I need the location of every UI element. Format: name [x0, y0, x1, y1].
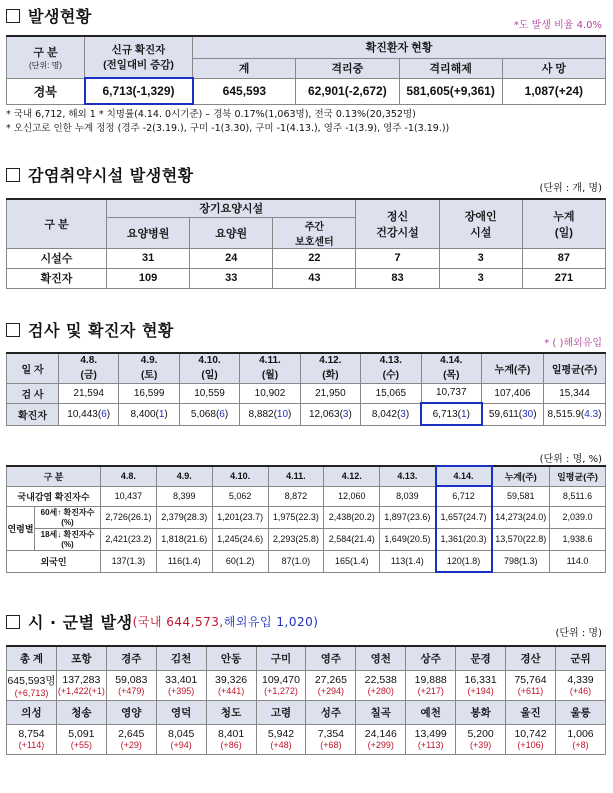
city-name: 문경: [456, 646, 506, 670]
cell: 33: [190, 268, 273, 288]
city-diff: (+611): [517, 686, 544, 696]
tests-cell: 107,406: [482, 383, 544, 403]
tests-cell: 21,594: [59, 383, 119, 403]
date-col-0: 4.8.: [101, 466, 157, 486]
domestic-label: 국내감염 확진자수: [7, 486, 101, 506]
r4-cell: 113(1.4): [380, 550, 436, 572]
city-total: 16,331: [464, 674, 497, 686]
r3-cell: 1,649(20.5): [380, 528, 436, 550]
occurrence-table: [6, 35, 606, 105]
unit-note: (단위 : 개, 명): [539, 183, 602, 194]
domestic-total: (국내 644,573,: [132, 615, 224, 629]
city-name: 의성: [7, 700, 57, 724]
city-name: 영천: [356, 646, 406, 670]
nursing-hospital-header: 요양병원: [107, 217, 190, 248]
date-label: 4.8.: [80, 355, 98, 367]
r1-cell: 10,437: [101, 486, 157, 506]
deaths-value: 1,087(+24): [502, 78, 605, 104]
r1-cell: 8,039: [380, 486, 436, 506]
r4-cell: 120(1.8): [436, 550, 492, 572]
isolated-value: 62,901(-2,672): [296, 78, 399, 104]
city-cell: [206, 724, 256, 754]
date-col-4: 4.12.: [324, 466, 380, 486]
confirmed-value: 6,713: [432, 408, 458, 420]
overseas-value: 3: [400, 408, 406, 420]
confirmed-value: 10,443: [67, 408, 98, 420]
average-header: 일평균(주): [550, 466, 606, 486]
city-diff: (+106): [517, 740, 544, 750]
city-diff: (+46): [569, 686, 592, 696]
city-name: 청송: [56, 700, 106, 724]
ratio-note: *도 발생 비율 4.0%: [513, 20, 602, 31]
city-diff: (+68): [320, 740, 342, 750]
city-diff: (+48): [270, 740, 292, 750]
gubun-header: 구 분: [7, 466, 101, 486]
col-released: 격리해제: [399, 58, 502, 78]
city-diff: (+441): [217, 686, 245, 696]
r4-cell: 87(1.0): [268, 550, 324, 572]
city-name: 영양: [106, 700, 156, 724]
section-occurrence: [6, 4, 606, 135]
average-header: 일평균(주): [544, 353, 606, 383]
city-name: 울릉: [555, 700, 605, 724]
city-cell: [156, 724, 206, 754]
date-col-3: 4.11.: [268, 466, 324, 486]
confirmed-value: 59,611: [488, 408, 519, 420]
confirmed-cell: 8,042(3): [361, 403, 421, 425]
date-col-3: [240, 353, 300, 383]
confirmed-value: 12,063: [308, 408, 340, 420]
city-diff: (+114): [18, 740, 45, 750]
city-table: [6, 645, 606, 755]
r1-cell: 8,399: [156, 486, 212, 506]
r2-cell: 2,039.0: [550, 506, 606, 528]
city-name: 상주: [406, 646, 456, 670]
date-col-5: 4.13.: [380, 466, 436, 486]
cumulative-header: 누계(주): [482, 353, 544, 383]
weekday-label: (일): [201, 370, 218, 382]
total-value: 645,593: [193, 78, 296, 104]
tests-cell: 10,737: [421, 383, 481, 403]
nursing-home-header: 요양원: [190, 217, 273, 248]
cell: 22: [273, 248, 356, 268]
city-total: 19,888: [414, 674, 447, 686]
tests-cell: 10,902: [240, 383, 300, 403]
unit-note: (단위 : 명, %): [539, 454, 602, 465]
city-total: 75,764: [514, 674, 547, 686]
city-name: 안동: [206, 646, 256, 670]
city-name: 예천: [406, 700, 456, 724]
section-title: 감염취약시설 발생현황: [6, 163, 606, 186]
col-deaths: 사 망: [502, 58, 605, 78]
r4-cell: 798(1.3): [492, 550, 550, 572]
city-total: 22,538: [364, 674, 397, 686]
weekday-label: (토): [140, 370, 158, 382]
city-total: 27,265: [314, 674, 347, 686]
city-name: 경산: [506, 646, 556, 670]
gubun-header: 구 분: [7, 199, 107, 248]
tests-label: 검 사: [7, 383, 59, 403]
city-total: 8,754: [18, 728, 45, 740]
city-total: 645,593명: [7, 674, 56, 687]
r2-cell: 2,438(20.2): [324, 506, 380, 528]
mental-health-header: 정신 건강시설: [356, 199, 439, 248]
facilities-table: [6, 198, 606, 289]
overseas-value: 4.3: [584, 408, 599, 420]
r1-cell: 8,872: [268, 486, 324, 506]
cumulative-header: 누계(주): [492, 466, 550, 486]
cell: 7: [356, 248, 439, 268]
r1-cell: 6,712: [436, 486, 492, 506]
city-cell: [306, 670, 356, 700]
date-col-6: 4.14.: [436, 466, 492, 486]
city-name: 청도: [206, 700, 256, 724]
city-diff: (+299): [367, 740, 394, 750]
r3-cell: 2,584(21.4): [324, 528, 380, 550]
cell: 271: [522, 268, 605, 288]
city-cell: [456, 724, 506, 754]
city-diff: (+113): [417, 740, 444, 750]
r2-cell: 14,273(24.0): [492, 506, 550, 528]
city-cell: [7, 670, 57, 700]
city-total: 13,499: [414, 728, 447, 740]
weekday-label: (목): [443, 370, 460, 382]
date-col-1: [119, 353, 179, 383]
city-total: 4,339: [567, 674, 594, 686]
city-diff: (+395): [168, 686, 195, 696]
cell: 83: [356, 268, 439, 288]
overseas-value: 6: [219, 408, 225, 420]
cell: 3: [439, 248, 522, 268]
city-diff: (+29): [120, 740, 142, 750]
r4-cell: 114.0: [550, 550, 606, 572]
square-icon: [6, 615, 20, 629]
confirmed-value: 8,400: [130, 408, 156, 420]
city-total: 1,006: [567, 728, 594, 740]
city-cell: [56, 670, 106, 700]
city-cell: [106, 670, 156, 700]
section-title: 발생현황: [6, 4, 606, 27]
long-term-care-header: 장기요양시설: [107, 199, 356, 217]
tests-cell: 15,065: [361, 383, 421, 403]
r4-cell: 116(1.4): [156, 550, 212, 572]
date-label: 4.11.: [259, 355, 281, 367]
date-col-5: [361, 353, 421, 383]
city-diff: (+39): [469, 740, 492, 750]
city-diff: (+94): [170, 740, 192, 750]
city-name: 총 계: [7, 646, 57, 670]
age-group-label: 연령별: [7, 506, 35, 550]
city-diff: (+194): [467, 686, 494, 696]
city-cell: [356, 670, 406, 700]
city-diff: (+8): [572, 740, 589, 750]
weekday-label: (금): [80, 370, 97, 382]
confirmed-cell: 12,063(3): [300, 403, 360, 425]
confirmed-cell: 59,611(30): [482, 403, 544, 425]
r3-cell: 1,818(21.6): [156, 528, 212, 550]
section-tests-confirmed: [6, 318, 606, 426]
row-label: 시설수: [7, 248, 107, 268]
city-name: 군위: [555, 646, 605, 670]
city-total: 10,742: [514, 728, 547, 740]
r4-cell: 137(1.3): [101, 550, 157, 572]
confirmed-cell: 5,068(6): [179, 403, 239, 425]
date-label: 4.14.: [440, 355, 463, 367]
city-cell: [555, 724, 605, 754]
tests-cell: 15,344: [544, 383, 606, 403]
date-col-4: [300, 353, 360, 383]
status-header: 확진환자 현황: [193, 36, 606, 58]
col-isolated: 격리중: [296, 58, 399, 78]
date-header: 일 자: [7, 353, 59, 383]
overseas-note: * ( )해외유입: [544, 338, 602, 349]
confirmed-value: 8,042: [371, 408, 397, 420]
city-name: 김천: [156, 646, 206, 670]
city-total: 5,200: [467, 728, 494, 740]
overseas-value: 3: [342, 408, 349, 420]
r1-cell: 12,060: [324, 486, 380, 506]
row-label: 경북: [7, 78, 85, 104]
city-cell: [506, 670, 556, 700]
r3-cell: 1,245(24.6): [212, 528, 268, 550]
overseas-total: 해외유입 1,020): [223, 615, 319, 629]
city-diff: (+86): [220, 740, 242, 750]
r2-cell: 1,201(23.7): [212, 506, 268, 528]
city-total: 39,326: [215, 674, 248, 686]
square-icon: [6, 323, 20, 337]
date-label: 4.13.: [379, 355, 402, 367]
cell: 43: [273, 268, 356, 288]
weekday-label: (화): [322, 370, 339, 382]
city-cell: [7, 724, 57, 754]
new-cases-value: 6,713(-1,329): [85, 78, 193, 104]
city-total: 8,045: [168, 728, 195, 740]
overseas-value: 1: [158, 408, 165, 420]
section-title: 검사 및 확진자 현황: [6, 318, 606, 341]
released-value: 581,605(+9,361): [399, 78, 502, 104]
city-name: 영덕: [156, 700, 206, 724]
age-table: [6, 465, 606, 573]
city-name: 봉화: [456, 700, 506, 724]
foreigner-label: 외국인: [7, 550, 101, 572]
city-diff: (+294): [317, 686, 345, 696]
city-name: 고령: [256, 700, 306, 724]
section-city-county: [6, 610, 606, 755]
over60-label: 60세↑ 확진자수(%): [35, 506, 101, 528]
r2-cell: 2,726(26.1): [101, 506, 157, 528]
r1-cell: 8,511.6: [550, 486, 606, 506]
r2-cell: 1,975(22.3): [268, 506, 324, 528]
city-total: 24,146: [364, 728, 397, 740]
gubun-header: 구 분 (단위: 명): [7, 36, 85, 78]
date-col-6: [421, 353, 481, 383]
footnote-2: * 오신고로 인한 누계 정정 (경주 -2(3.19.), 구미 -1(3.30), 구미 -1(4.13.), 영주 -1(3.9), 영주 -1(3.19.)): [6, 123, 450, 134]
tests-cell: 10,559: [179, 383, 239, 403]
cell: 31: [107, 248, 190, 268]
city-cell: [406, 724, 456, 754]
city-diff: (+217): [417, 686, 444, 696]
city-cell: [306, 724, 356, 754]
city-cell: [506, 724, 556, 754]
tests-cell: 21,950: [300, 383, 360, 403]
city-total: 59,083: [115, 674, 148, 686]
section-title: 시 · 군별 발생 (국내 644,573, 해외유입 1,020): [6, 610, 606, 633]
city-cell: [156, 670, 206, 700]
city-diff: (+1,272): [264, 686, 298, 696]
date-label: 4.10.: [198, 355, 221, 367]
date-col-2: [179, 353, 239, 383]
city-cell: [256, 670, 306, 700]
confirmed-cell: 10,443(6): [59, 403, 119, 425]
city-name: 영주: [306, 646, 356, 670]
city-cell: [456, 670, 506, 700]
city-total: 7,354: [317, 728, 345, 740]
weekday-label: (수): [382, 370, 399, 382]
city-cell: [106, 724, 156, 754]
tests-table: [6, 352, 606, 426]
overseas-value: 1: [461, 408, 467, 420]
city-cell: [555, 670, 605, 700]
date-col-1: 4.9.: [156, 466, 212, 486]
r2-cell: 1,897(23.6): [380, 506, 436, 528]
date-col-0: [59, 353, 119, 383]
new-cases-header: 신규 확진자 (전일대비 증감): [85, 36, 193, 78]
date-label: 4.9.: [140, 355, 158, 367]
under18-label: 18세↓ 확진자수(%): [35, 528, 101, 550]
confirmed-value: 8,515.9: [547, 408, 581, 420]
confirmed-cell: 6,713(1): [421, 403, 481, 425]
confirmed-cell: 8,400(1): [119, 403, 179, 425]
col-total: 계: [193, 58, 296, 78]
section-age-breakdown: [6, 450, 606, 573]
overseas-value: 10: [276, 408, 289, 420]
r3-cell: 1,361(20.3): [436, 528, 492, 550]
square-icon: [6, 168, 20, 182]
r3-cell: 1,938.6: [550, 528, 606, 550]
confirmed-value: 8,882: [248, 408, 274, 420]
city-total: 8,401: [217, 728, 245, 740]
confirmed-cell: 8,882(10): [240, 403, 300, 425]
tests-cell: 16,599: [119, 383, 179, 403]
footnote-1: * 국내 6,712, 해외 1 * 치명률(4.14. 0시기준) – 경북 0.17%(1,063명), 전국 0.13%(20,352명): [6, 109, 416, 120]
disabled-facility-header: 장애인 시설: [439, 199, 522, 248]
city-cell: [206, 670, 256, 700]
city-cell: [56, 724, 106, 754]
cell: 24: [190, 248, 273, 268]
cell: 87: [522, 248, 605, 268]
section-vulnerable-facilities: [6, 163, 606, 289]
city-cell: [256, 724, 306, 754]
city-diff: (+55): [70, 740, 92, 750]
city-total: 33,401: [165, 674, 198, 686]
overseas-value: 30: [522, 408, 534, 420]
r3-cell: 2,293(25.8): [268, 528, 324, 550]
r3-cell: 2,421(23.2): [101, 528, 157, 550]
city-name: 울진: [506, 700, 556, 724]
day-care-header: 주간 보호센터: [273, 217, 356, 248]
city-total: 5,091: [68, 728, 95, 740]
cell: 109: [107, 268, 190, 288]
unit-note: (단위 : 명): [555, 628, 602, 639]
cumulative-header: 누계 (일): [522, 199, 605, 248]
city-name: 경주: [106, 646, 156, 670]
city-cell: [356, 724, 406, 754]
cell: 3: [439, 268, 522, 288]
r2-cell: 2,379(28.3): [156, 506, 212, 528]
r4-cell: 60(1.2): [212, 550, 268, 572]
r3-cell: 13,570(22.8): [492, 528, 550, 550]
r2-cell: 1,657(24.7): [436, 506, 492, 528]
confirmed-label: 확진자: [7, 403, 59, 425]
r1-cell: 5,062: [212, 486, 268, 506]
confirmed-value: 5,068: [190, 408, 216, 420]
overseas-value: 6: [101, 408, 107, 420]
confirmed-cell: 8,515.9(4.3): [544, 403, 606, 425]
city-diff: (+280): [367, 686, 394, 696]
city-diff: (+479): [118, 686, 145, 696]
city-name: 구미: [256, 646, 306, 670]
city-cell: [406, 670, 456, 700]
city-diff: (+1,422(+1): [57, 686, 105, 696]
city-total: 137,283: [62, 674, 101, 686]
city-name: 성주: [306, 700, 356, 724]
r4-cell: 165(1.4): [324, 550, 380, 572]
square-icon: [6, 9, 20, 23]
date-label: 4.12.: [319, 355, 342, 367]
city-total: 5,942: [267, 728, 295, 740]
city-name: 포항: [56, 646, 106, 670]
city-total: 109,470: [262, 674, 300, 686]
city-total: 2,645: [118, 728, 145, 740]
row-label: 확진자: [7, 268, 107, 288]
city-diff: (+6,713): [14, 687, 49, 698]
weekday-label: (월): [261, 370, 279, 382]
city-name: 칠곡: [356, 700, 406, 724]
r1-cell: 59,581: [492, 486, 550, 506]
date-col-2: 4.10.: [212, 466, 268, 486]
